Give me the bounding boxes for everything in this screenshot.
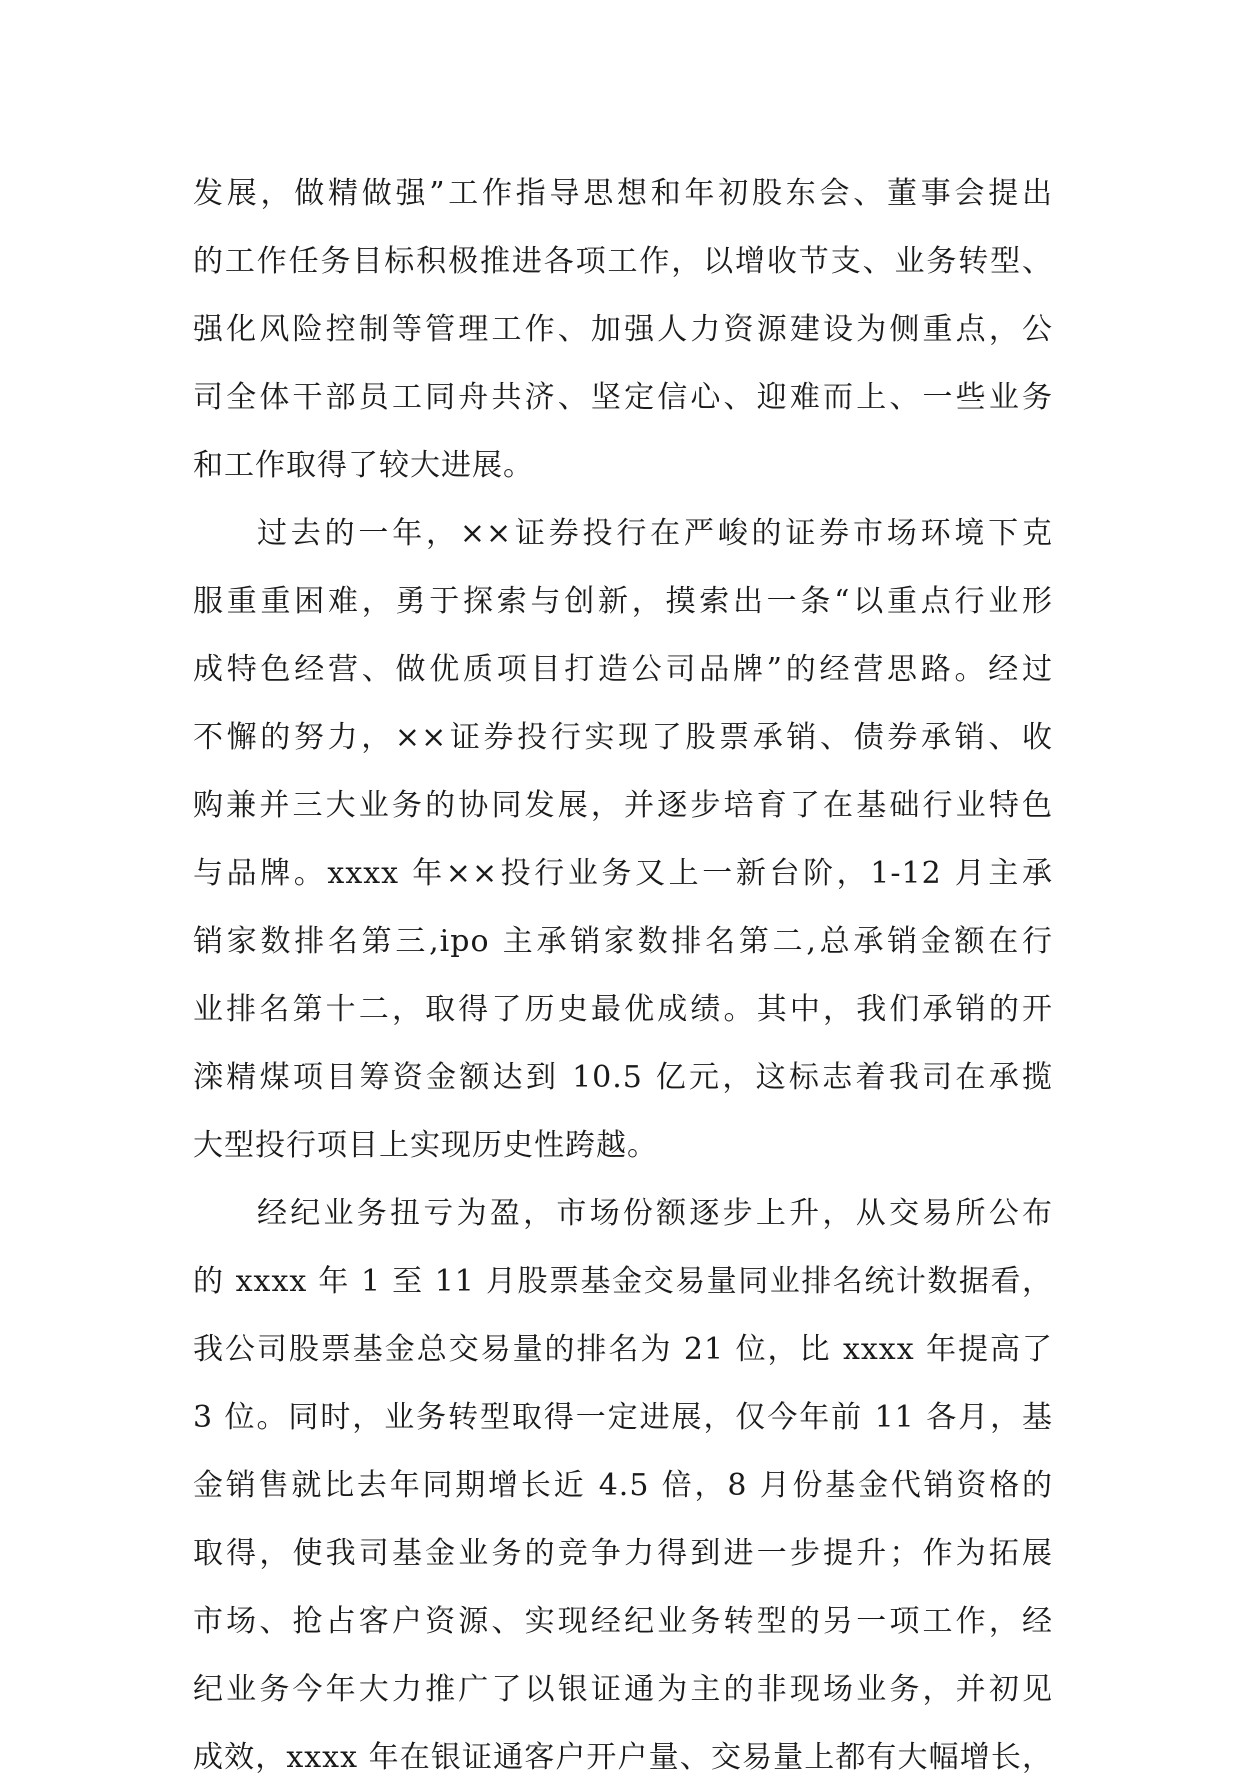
text-line: 大型投行项目上实现历史性跨越。 [193, 1128, 658, 1163]
text-line: 成效，xxxx 年在银证通客户开户量、交易量上都有大幅增长， [193, 1740, 1053, 1775]
text-line: 发展，做精做强”工作指导思想和年初股东会、董事会提出 [193, 176, 1053, 211]
text-line: 的 xxxx 年 1 至 11 月股票基金交易量同业排名统计数据看， [193, 1264, 1053, 1299]
text-line: 强化风险控制等管理工作、加强人力资源建设为侧重点，公 [193, 312, 1053, 347]
text-line: 不懈的努力，××证券投行实现了股票承销、债券承销、收 [193, 720, 1053, 755]
text-line: 购兼并三大业务的协同发展，并逐步培育了在基础行业特色 [193, 788, 1053, 823]
text-line: 市场、抢占客户资源、实现经纪业务转型的另一项工作，经 [193, 1604, 1053, 1639]
text-line: 和工作取得了较大进展。 [193, 448, 534, 483]
text-line: 纪业务今年大力推广了以银证通为主的非现场业务，并初见 [193, 1672, 1053, 1707]
text-line: 成特色经营、做优质项目打造公司品牌”的经营思路。经过 [193, 652, 1053, 687]
text-line: 取得，使我司基金业务的竞争力得到进一步提升；作为拓展 [193, 1536, 1053, 1571]
text-line: 销家数排名第三,ipo 主承销家数排名第二,总承销金额在行 [193, 924, 1053, 959]
body-text [193, 160, 1053, 1792]
paragraph-first-line: 过去的一年，××证券投行在严峻的证券市场环境下克 [257, 516, 1053, 551]
text-line: 我公司股票基金总交易量的排名为 21 位，比 xxxx 年提高了 [193, 1332, 1053, 1367]
text-line: 滦精煤项目筹资金额达到 10.5 亿元，这标志着我司在承揽 [193, 1060, 1053, 1095]
text-line: 3 位。同时，业务转型取得一定进展，仅今年前 11 各月，基 [193, 1400, 1053, 1435]
paragraph-first-line: 经纪业务扭亏为盈，市场份额逐步上升，从交易所公布 [257, 1196, 1053, 1231]
text-line: 业排名第十二，取得了历史最优成绩。其中，我们承销的开 [193, 992, 1053, 1027]
text-line: 服重重困难，勇于探索与创新，摸索出一条“以重点行业形 [193, 584, 1053, 619]
text-line: 与品牌。xxxx 年××投行业务又上一新台阶，1-12 月主承 [193, 856, 1053, 891]
text-line: 的工作任务目标积极推进各项工作，以增收节支、业务转型、 [193, 244, 1053, 279]
text-line: 金销售就比去年同期增长近 4.5 倍，8 月份基金代销资格的 [193, 1468, 1053, 1503]
text-line: 司全体干部员工同舟共济、坚定信心、迎难而上、一些业务 [193, 380, 1053, 415]
